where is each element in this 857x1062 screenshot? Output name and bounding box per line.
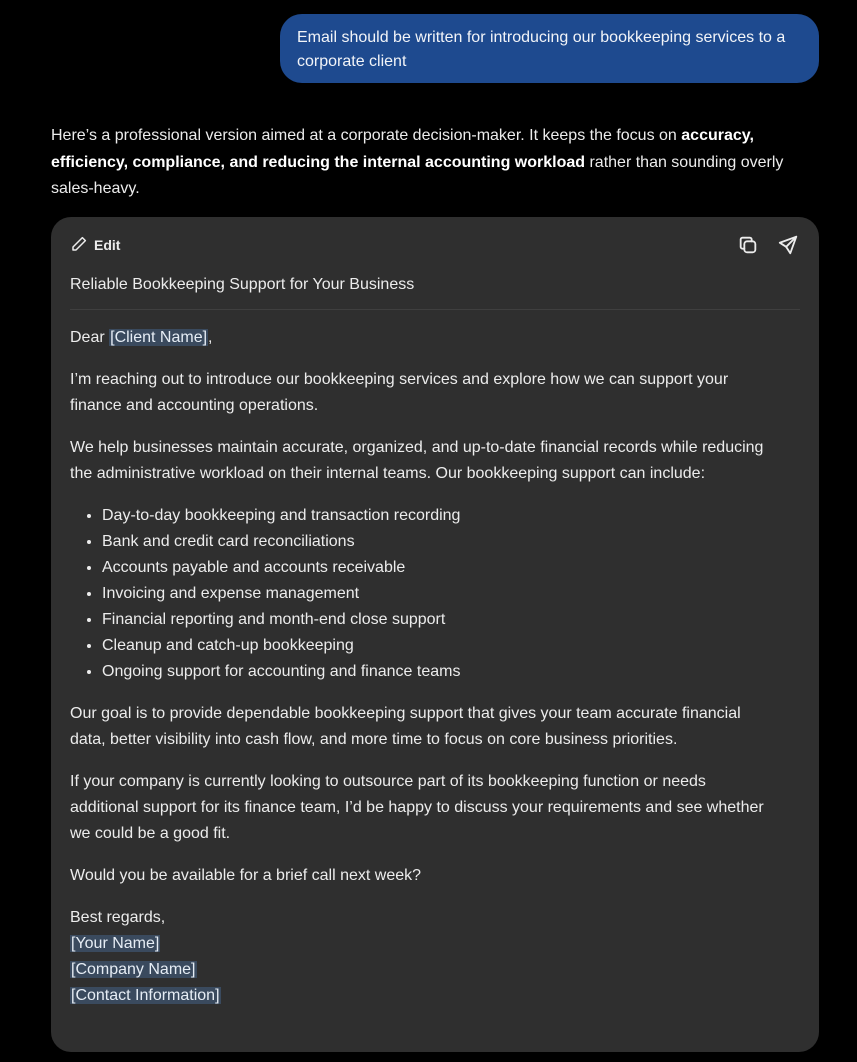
list-item: • Cleanup and catch-up bookkeeping: [102, 633, 770, 659]
list-item: • Accounts payable and accounts receivable: [102, 555, 770, 581]
user-message-bubble: [280, 14, 819, 83]
email-paragraph-3: Our goal is to provide dependable bookkeeping support that gives your team accurate financial data, better visibility into cash flow, and more time to focus on core business priorities.: [70, 705, 741, 748]
email-paragraph-4: If your company is currently looking to outsource part of its bookkeeping function or needs additional support for its finance team, I’d be happy to discuss your requirements and see whether we could be a good fit.: [70, 773, 764, 842]
edit-label: Edit: [94, 237, 121, 253]
email-signature: [70, 905, 770, 1009]
intro-text-part2: rather than sounding overly sales-heavy.: [51, 153, 784, 197]
your-name-placeholder: [Your Name]: [71, 935, 160, 952]
services-list: [70, 503, 770, 685]
email-body: [70, 325, 770, 1025]
user-message-text: Email should be written for introducing our bookkeeping services to a corporate client: [297, 29, 786, 70]
intro-text-part1: Here’s a professional version aimed at a corporate decision-maker. It keeps the focus on: [51, 127, 682, 144]
list-item: • Ongoing support for accounting and finance teams: [102, 659, 770, 685]
email-subject: Reliable Bookkeeping Support for Your Business: [70, 276, 415, 293]
signoff: Best regards,: [70, 909, 166, 926]
copy-icon[interactable]: [737, 234, 759, 256]
email-paragraph-2: We help businesses maintain accurate, organized, and up-to-date financial records while reducing the administrative workload on their internal teams. Our bookkeeping support can include:: [70, 439, 764, 482]
pencil-icon: [70, 235, 88, 256]
email-paragraph-1: I’m reaching out to introduce our bookkeeping services and explore how we can support your finance and accounting operations.: [70, 371, 729, 414]
client-name-placeholder: [Client Name]: [110, 329, 208, 346]
list-item: • Financial reporting and month-end close support: [102, 607, 770, 633]
edit-button[interactable]: [70, 233, 120, 257]
contact-info-placeholder: [Contact Information]: [71, 987, 220, 1004]
company-name-placeholder: [Company Name]: [71, 961, 196, 978]
intro-text-bold: accuracy, efficiency, compliance, and reducing the internal accounting workload: [51, 127, 754, 171]
send-icon[interactable]: [777, 234, 799, 256]
email-draft-card: [51, 217, 819, 1052]
list-item: • Invoicing and expense management: [102, 581, 770, 607]
greeting-prefix: Dear: [70, 329, 110, 346]
greeting-suffix: ,: [208, 329, 213, 346]
subject-divider: [70, 309, 800, 310]
list-item: • Day-to-day bookkeeping and transaction recording: [102, 503, 770, 529]
email-greeting: [70, 325, 770, 351]
assistant-intro: [51, 123, 811, 203]
email-paragraph-5: Would you be available for a brief call next week?: [70, 867, 422, 884]
list-item: • Bank and credit card reconciliations: [102, 529, 770, 555]
